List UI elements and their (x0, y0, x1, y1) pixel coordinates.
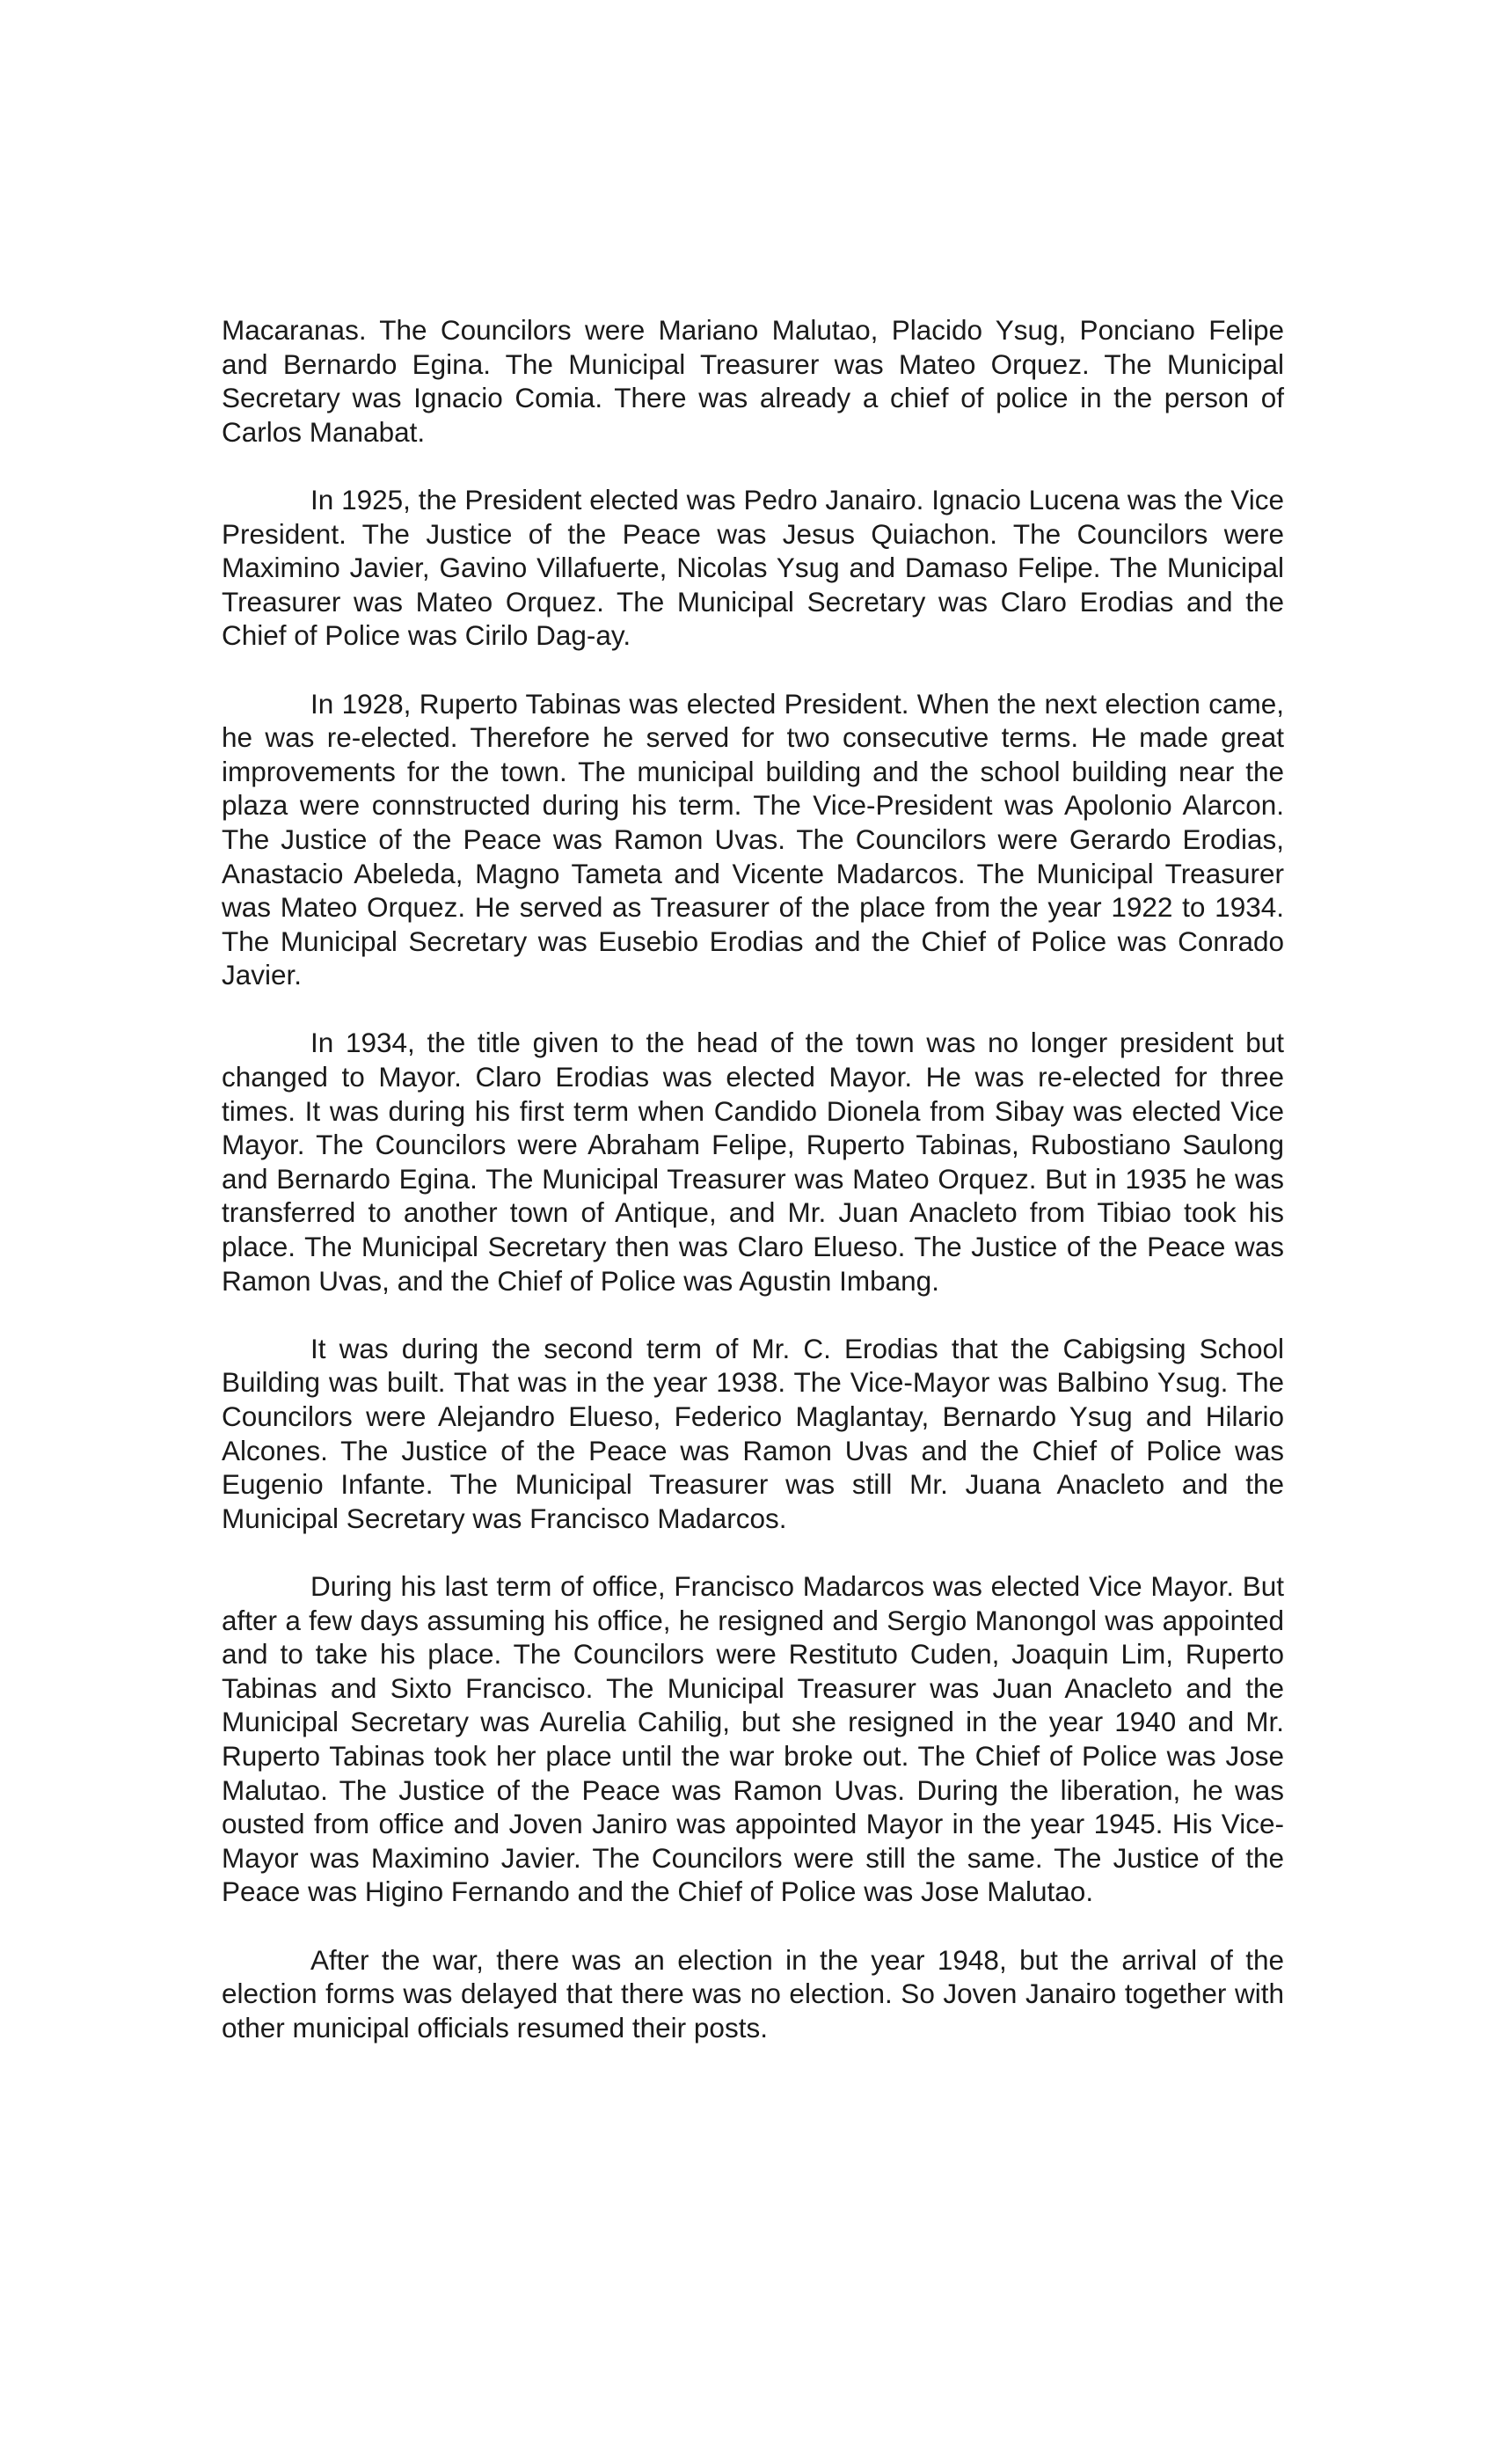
paragraph-1928-election: In 1928, Ruperto Tabinas was elected President. When the next election came, he was re-elected. Therefore he served for two consecutive terms. He made great improvements for the town. The municipal building and the school building near the plaza were connstructed during his term. The Vice-President was Apolonio Alarcon. The Justice of the Peace was Ramon Uvas. The Councilors were Gerardo Erodias, Anastacio Abeleda, Magno Tameta and Vicente Madarcos. The Municipal Treasurer was Mateo Orquez. He served as Treasurer of the place from the year 1922 to 1934. The Municipal Secretary was Eusebio Erodias and the Chief of Police was Conrado Javier. (222, 687, 1284, 991)
paragraph-second-term: It was during the second term of Mr. C. Erodias that the Cabigsing School Building was built. That was in the year 1938. The Vice-Mayor was Balbino Ysug. The Councilors were Alejandro Elueso, Federico Maglantay, Bernardo Ysug and Hilario Alcones. The Justice of the Peace was Ramon Uvas and the Chief of Police was Eugenio Infante. The Municipal Treasurer was still Mr. Juana Anacleto and the Municipal Secretary was Francisco Madarcos. (222, 1332, 1284, 1534)
paragraph-macaranas-councilors: Macaranas. The Councilors were Mariano Malutao, Placido Ysug, Ponciano Felipe and Bernardo Egina. The Municipal Treasurer was Mateo Orquez. The Municipal Secretary was Ignacio Comia. There was already a chief of police in the person of Carlos Manabat. (222, 314, 1284, 448)
paragraph-after-war: After the war, there was an election in the year 1948, but the arrival of the election forms was delayed that there was no election. So Joven Janairo together with other municipal officials resumed their posts. (222, 1943, 1284, 2044)
paragraph-last-term: During his last term of office, Francisco Madarcos was elected Vice Mayor. But after a few days assuming his office, he resigned and Sergio Manongol was appointed and to take his place. The Councilors were Restituto Cuden, Joaquin Lim, Ruperto Tabinas and Sixto Francisco. The Municipal Treasurer was Juan Anacleto and the Municipal Secretary was Aurelia Cahilig, but she resigned in the year 1940 and Mr. Ruperto Tabinas took her place until the war broke out. The Chief of Police was Jose Malutao. The Justice of the Peace was Ramon Uvas. During the liberation, he was ousted from office and Joven Janiro was appointed Mayor in the year 1945. His Vice-Mayor was Maximino Javier. The Councilors were still the same. The Justice of the Peace was Higino Fernando and the Chief of Police was Jose Malutao. (222, 1569, 1284, 1908)
paragraph-1934-mayor: In 1934, the title given to the head of the town was no longer president but changed to Mayor. Claro Erodias was elected Mayor. He was re-elected for three times. It was during his first term when Candido Dionela from Sibay was elected Vice Mayor. The Councilors were Abraham Felipe, Ruperto Tabinas, Rubostiano Saulong and Bernardo Egina. The Municipal Treasurer was Mateo Orquez. But in 1935 he was transferred to another town of Antique, and Mr. Juan Anacleto from Tibiao took his place. The Municipal Secretary then was Claro Elueso. The Justice of the Peace was Ramon Uvas, and the Chief of Police was Agustin Imbang. (222, 1027, 1284, 1297)
document-body (222, 313, 1284, 2044)
paragraph-1925-election: In 1925, the President elected was Pedro Janairo. Ignacio Lucena was the Vice President. The Justice of the Peace was Jesus Quiachon. The Councilors were Maximino Javier, Gavino Villafuerte, Nicolas Ysug and Damaso Felipe. The Municipal Treasurer was Mateo Orquez. The Municipal Secretary was Claro Erodias and the Chief of Police was Cirilo Dag-ay. (222, 483, 1284, 652)
